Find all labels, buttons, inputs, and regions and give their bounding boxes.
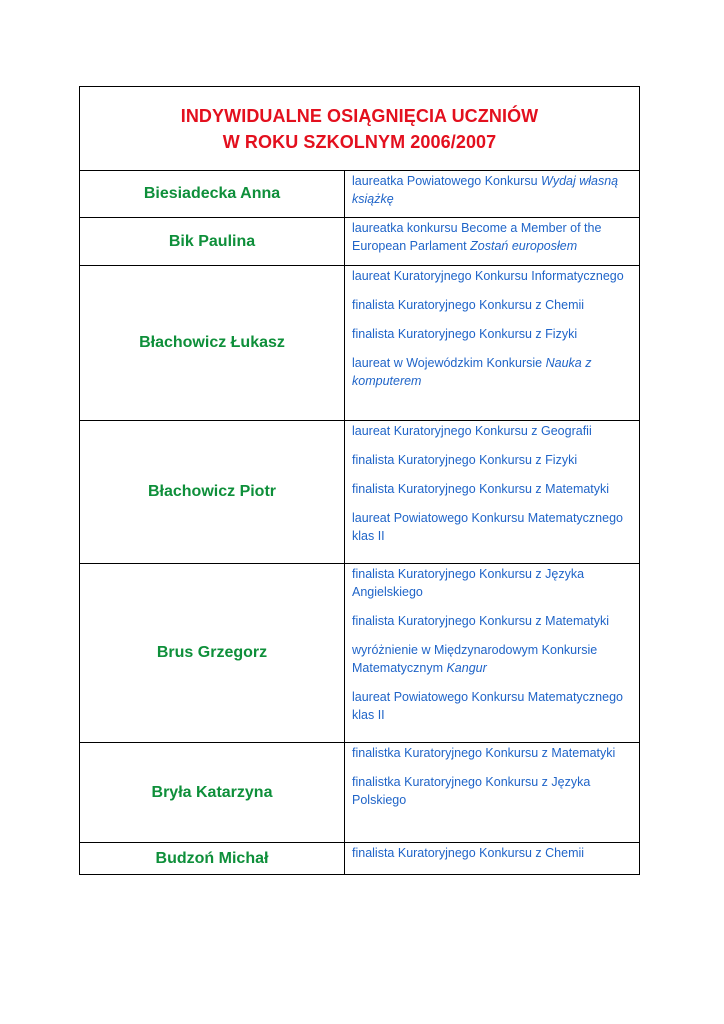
achievement-item (352, 565, 635, 601)
achievements-cell (345, 564, 639, 742)
achievement-item (352, 354, 635, 390)
achievement-text: finalista Kuratoryjnego Konkursu z Matematyki (352, 482, 610, 496)
achievement-item (352, 480, 635, 498)
achievement-text: finalista Kuratoryjnego Konkursu z Chemii (352, 298, 585, 312)
achievement-text: finalistka Kuratoryjnego Konkursu z Języka Polskiego (352, 775, 591, 807)
achievement-item (352, 773, 635, 809)
achievement-text: laureat Kuratoryjnego Konkursu Informatycznego (352, 269, 624, 283)
achievement-item (352, 451, 635, 469)
achievements-table (79, 86, 640, 875)
achievement-item (352, 612, 635, 630)
achievements-cell (345, 266, 639, 420)
student-name: Bryła Katarzyna (80, 743, 345, 842)
achievement-text: finalista Kuratoryjnego Konkursu z Chemii (352, 846, 585, 860)
achievement-italic-title: Nauka z komputerem (352, 356, 592, 388)
achievement-text: finalista Kuratoryjnego Konkursu z Matematyki (352, 614, 610, 628)
title-line-2: W ROKU SZKOLNYM 2006/2007 (222, 131, 497, 152)
achievement-text: finalistka Kuratoryjnego Konkursu z Matematyki (352, 746, 616, 760)
student-name: Bik Paulina (80, 218, 345, 265)
achievement-item (352, 844, 635, 862)
achievement-item (352, 422, 635, 440)
table-row (80, 218, 639, 266)
achievement-item (352, 219, 635, 255)
achievement-item (352, 296, 635, 314)
table-row (80, 843, 639, 874)
achievement-text: laureat Powiatowego Konkursu Matematycznego klas II (352, 690, 623, 722)
achievement-italic-title: Zostań europosłem (470, 239, 578, 253)
achievement-text: laureatka konkursu Become a Member of the European Parlament (352, 221, 602, 253)
achievement-item (352, 744, 635, 762)
title-line-1: INDYWIDUALNE OSIĄGNIĘCIA UCZNIÓW (180, 105, 539, 126)
achievement-item (352, 172, 635, 208)
student-rows (80, 171, 639, 874)
achievement-text: laureat w Wojewódzkim Konkursie (352, 356, 546, 370)
achievement-italic-title: Wydaj własną książkę (352, 174, 619, 206)
achievement-italic-title: Kangur (446, 661, 487, 675)
student-name: Brus Grzegorz (80, 564, 345, 742)
achievement-text: laureatka Powiatowego Konkursu (352, 174, 542, 188)
table-row (80, 564, 639, 743)
table-row (80, 266, 639, 421)
achievement-item (352, 688, 635, 724)
achievements-cell (345, 743, 639, 842)
achievement-text: laureat Kuratoryjnego Konkursu z Geografii (352, 424, 592, 438)
student-name: Błachowicz Piotr (80, 421, 345, 563)
achievements-cell (345, 171, 639, 217)
achievement-text: finalista Kuratoryjnego Konkursu z Języka Angielskiego (352, 567, 585, 599)
achievement-text: laureat Powiatowego Konkursu Matematycznego klas II (352, 511, 623, 543)
achievements-cell (345, 843, 639, 874)
student-name: Budzoń Michał (80, 843, 345, 874)
student-name: Błachowicz Łukasz (80, 266, 345, 420)
achievement-item (352, 325, 635, 343)
achievement-text: wyróżnienie w Międzynarodowym Konkursie Matematycznym (352, 643, 598, 675)
student-name: Biesiadecka Anna (80, 171, 345, 217)
achievement-item (352, 267, 635, 285)
achievement-item (352, 509, 635, 545)
table-row (80, 743, 639, 843)
achievement-text: finalista Kuratoryjnego Konkursu z Fizyki (352, 327, 578, 341)
table-row (80, 171, 639, 218)
achievements-cell (345, 218, 639, 265)
table-row (80, 421, 639, 564)
achievement-text: finalista Kuratoryjnego Konkursu z Fizyki (352, 453, 578, 467)
table-title (80, 87, 639, 171)
achievement-item (352, 641, 635, 677)
achievements-cell (345, 421, 639, 563)
